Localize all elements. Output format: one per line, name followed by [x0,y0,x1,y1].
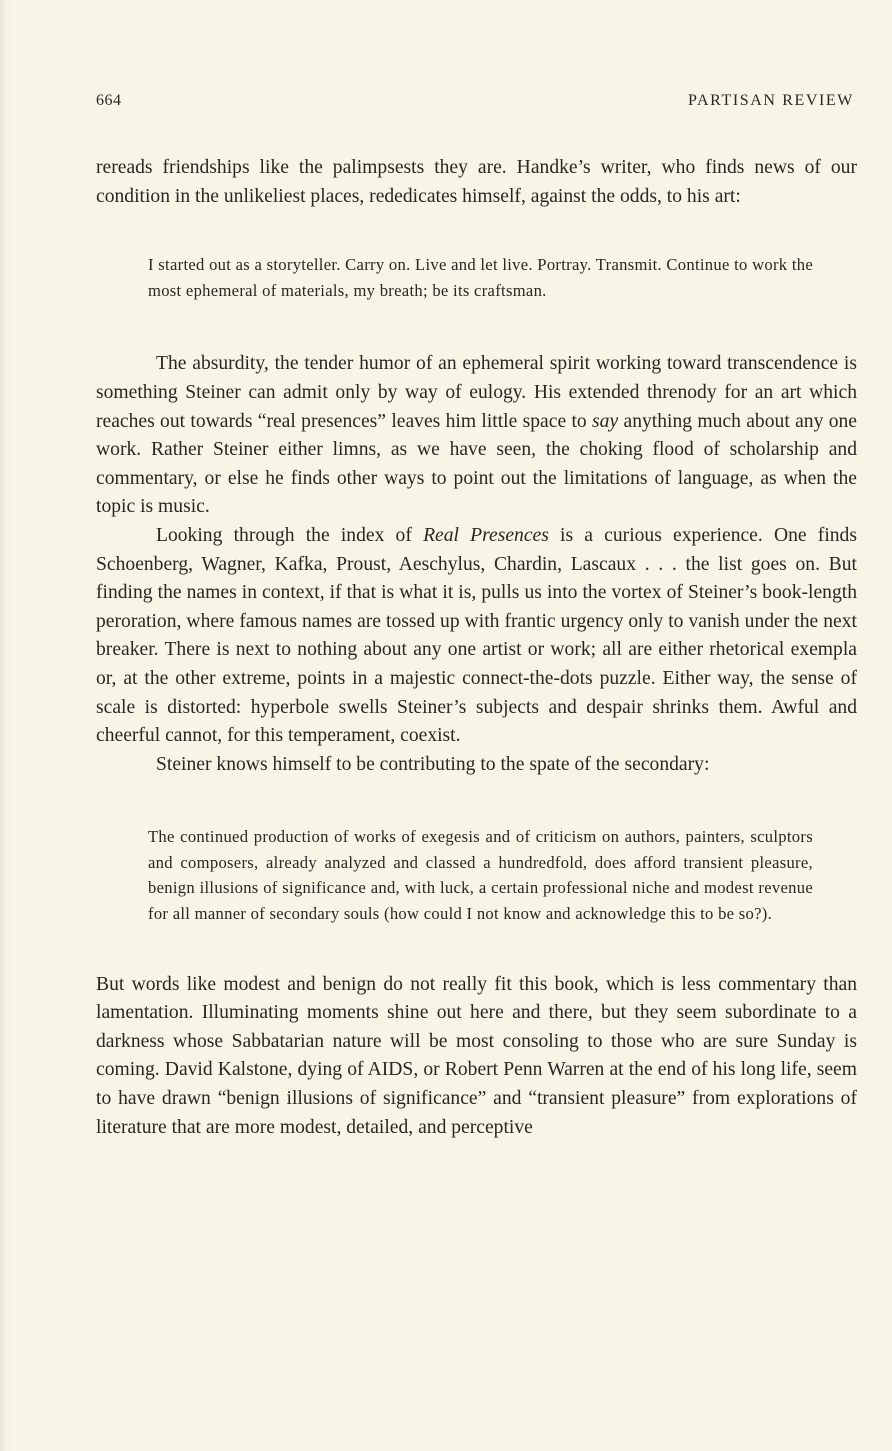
paragraph-2-text-b: anything much about any one work. Rather Steiner either limns, as we have seen, the choking flood of scholarship and commentary, or else he finds other ways to point out the limitations of language, as when the topic is music. [96,410,857,518]
journal-title: PARTISAN REVIEW [687,92,854,109]
paragraph-2-text-a: The absurdity, the tender humor of an ephemeral spirit working toward transcendence is something Steiner can admit only by way of eulogy. His extended threnody for an art which reaches out towards “real presences” leaves him little space to [96,353,857,432]
book-title-real-presences: Real Presences [423,524,549,546]
paragraph-2 [96,350,857,522]
emphasis-say: say [592,410,619,432]
running-head [96,92,854,116]
block-quote-handke: I started out as a storyteller. Carry on. Live and let live. Portray. Transmit. Continue to work the most ephemeral of materials, my breath; be its craftsman. [148,255,813,300]
paragraph-4: Steiner knows himself to be contributing to the spate of the secondary: [156,753,710,775]
paragraph-5: But words like modest and benign do not really fit this book, which is less commentary than lamentation. Illuminating moments shine out here and there, but they seem subordinate to a darkness whose Sabbatarian nature will be most consoling to those who are sure Sunday is coming. David Kalstone, dying of AIDS, or Robert Penn Warren at the end of his long life, seem to have drawn “benign illusions of significance” and “transient pleasure” from explorations of literature that are more modest, detailed, and perceptive [96,973,857,1138]
block-quote-steiner: The continued production of works of exegesis and of criticism on authors, painters, sculptors and composers, already analyzed and classed a hundredfold, does afford transient pleasure, benign illusions of significance and, with luck, a certain professional niche and modest revenue for all manner of secondary souls (how could I not know and acknowledge this to be so?). [148,827,813,924]
paragraph-3-text-b: is a curious experience. One finds Schoenberg, Wagner, Kafka, Proust, Aeschylus, Chardin, Lascaux . . . the list goes on. But finding the names in context, if that is what it is, pulls us into the vortex of Steiner’s book-length peroration, where famous names are tossed up with frantic urgency only to vanish under the next breaker. There is next to nothing about any one artist or work; all are either rhetorical exempla or, at the other extreme, points in a majestic connect-the-dots puzzle. Either way, the sense of scale is distorted: hyperbole swells Steiner’s subjects and despair shrinks them. Awful and cheerful cannot, for this temperament, coexist. [96,524,857,747]
paragraph-3-text-a: Looking through the index of [156,524,424,546]
body-text [96,154,857,1142]
page-number: 664 [96,92,122,109]
paragraph-3 [96,522,857,751]
paragraph-1: rereads friendships like the palimpsests they are. Handke’s writer, who finds news of our condition in the unlikeliest places, rededicates himself, against the odds, to his art: [96,157,857,207]
